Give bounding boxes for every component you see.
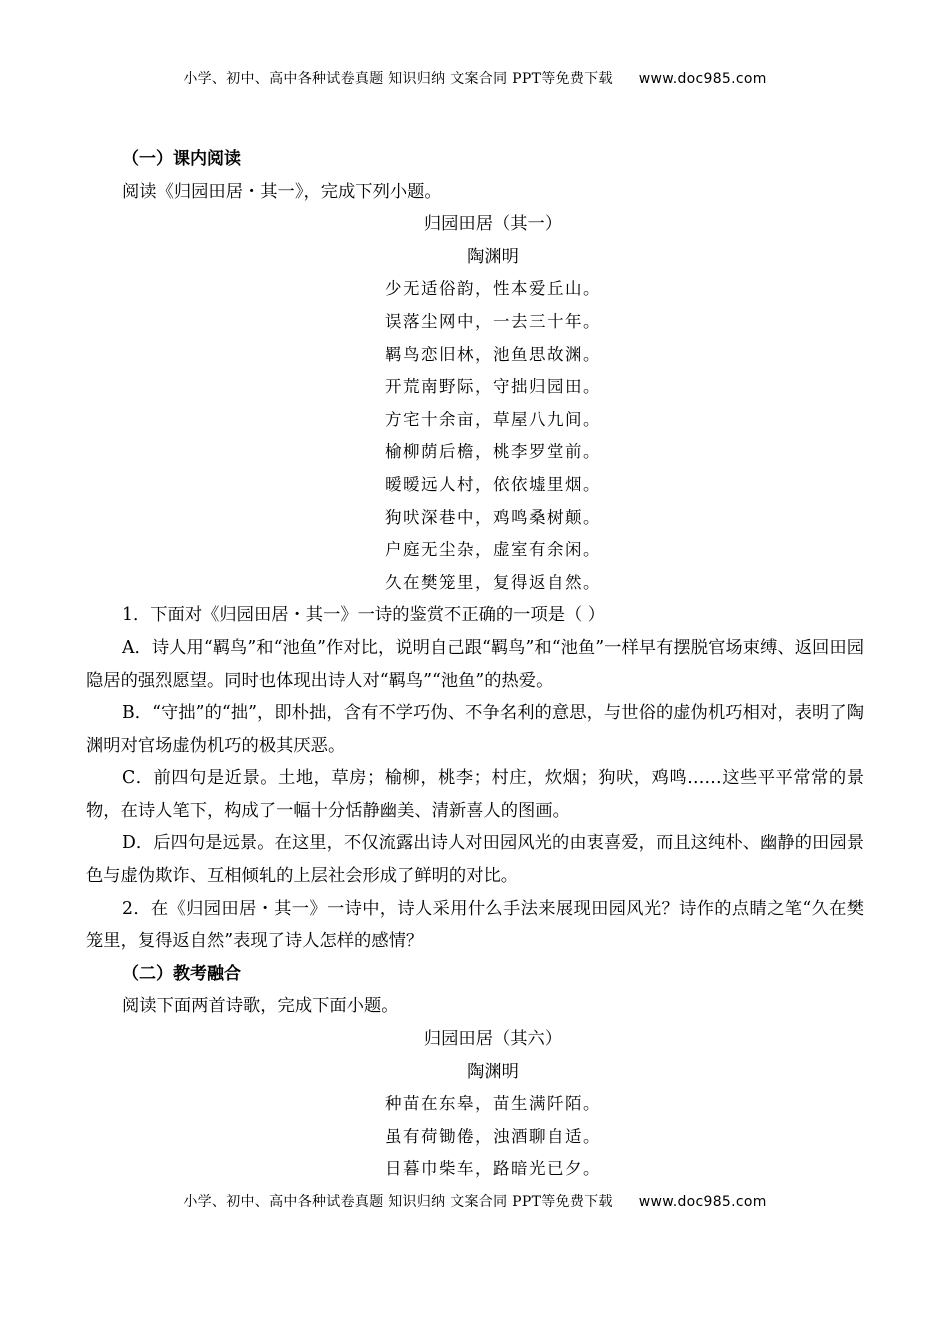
- option-a: A．诗人用“羁鸟”和“池鱼”作对比，说明自己跟“羁鸟”和“池鱼”一样早有摆脱官场束缚、返回田园隐居的强烈愿望。同时也体现出诗人对“羁鸟”“池鱼”的热爱。: [86, 637, 864, 691]
- poem1-title: 归园田居（其一）: [423, 214, 563, 235]
- option-c: C．前四句是近景。土地，草房；榆柳，桃李；村庄，炊烟；狗吠，鸡鸣……这些平平常常的景物，在诗人笔下，构成了一幅十分恬静幽美、清新喜人的图画。: [86, 768, 864, 821]
- poem2-author: 陶渊明: [467, 1061, 519, 1082]
- poem1-author: 陶渊明: [467, 246, 519, 267]
- poem1-line: 户庭无尘杂，虚室有余闲。: [385, 540, 601, 560]
- section1-heading: （一）课内阅读: [122, 149, 241, 169]
- poem1-line: 开荒南野际，守拙归园田。: [385, 377, 601, 397]
- poem1-line: 久在樊笼里，复得返自然。: [385, 572, 601, 592]
- poem1-line: 少无适俗韵，性本爱丘山。: [385, 279, 601, 299]
- poem2-title: 归园田居（其六）: [423, 1029, 563, 1050]
- poem1-line: 方宅十余亩，草屋八九间。: [385, 409, 601, 429]
- section2-instruction: 阅读下面两首诗歌，完成下面小题。: [122, 996, 399, 1017]
- poem2-line: 种苗在东皋，苗生满阡陌。: [385, 1094, 601, 1114]
- poem2-line: 日暮巾柴车，路暗光已夕。: [385, 1159, 601, 1179]
- poem2-line: 虽有荷锄倦，浊酒聊自适。: [385, 1126, 601, 1146]
- page-footer: [0, 1191, 950, 1211]
- question-1: 1．下面对《归园田居・其一》一诗的鉴赏不正确的一项是（ ）: [122, 605, 606, 626]
- poem1-line: 误落尘网中，一去三十年。: [385, 311, 601, 331]
- question-2: 2．在《归园田居・其一》一诗中，诗人采用什么手法来展现田园风光？诗作的点睛之笔“久在樊笼里，复得返自然”表现了诗人怎样的感情？: [86, 898, 864, 952]
- poem1-line: 狗吠深巷中，鸡鸣桑树颠。: [385, 507, 601, 527]
- section1-instruction: 阅读《归园田居・其一》，完成下列小题。: [122, 181, 442, 202]
- poem1-line: 羁鸟恋旧林，池鱼思故渊。: [385, 344, 601, 364]
- footer-text: 小学、初中、高中各种试卷真题 知识归纳 文案合同 PPT等免费下载: [183, 1194, 613, 1210]
- poem1-line: 榆柳荫后檐，桃李罗堂前。: [385, 442, 601, 462]
- option-b: B．“守拙”的“拙”，即朴拙，含有不学巧伪、不争名利的意思，与世俗的虚伪机巧相对，表明了陶渊明对官场虚伪机巧的极其厌恶。: [86, 703, 864, 756]
- section2-heading: （二）教考融合: [122, 963, 241, 984]
- header-text: 小学、初中、高中各种试卷真题 知识归纳 文案合同 PPT等免费下载: [183, 71, 613, 87]
- document-body: [86, 143, 864, 1186]
- poem1-line: 暧暧远人村，依依墟里烟。: [385, 474, 601, 494]
- footer-site[interactable]: www.doc985.com: [638, 1194, 767, 1210]
- header-site[interactable]: www.doc985.com: [638, 71, 767, 87]
- option-d: D．后四句是远景。在这里，不仅流露出诗人对田园风光的由衷喜爱，而且这纯朴、幽静的田园景色与虚伪欺诈、互相倾轧的上层社会形成了鲜明的对比。: [86, 833, 864, 887]
- page-header: [0, 68, 950, 88]
